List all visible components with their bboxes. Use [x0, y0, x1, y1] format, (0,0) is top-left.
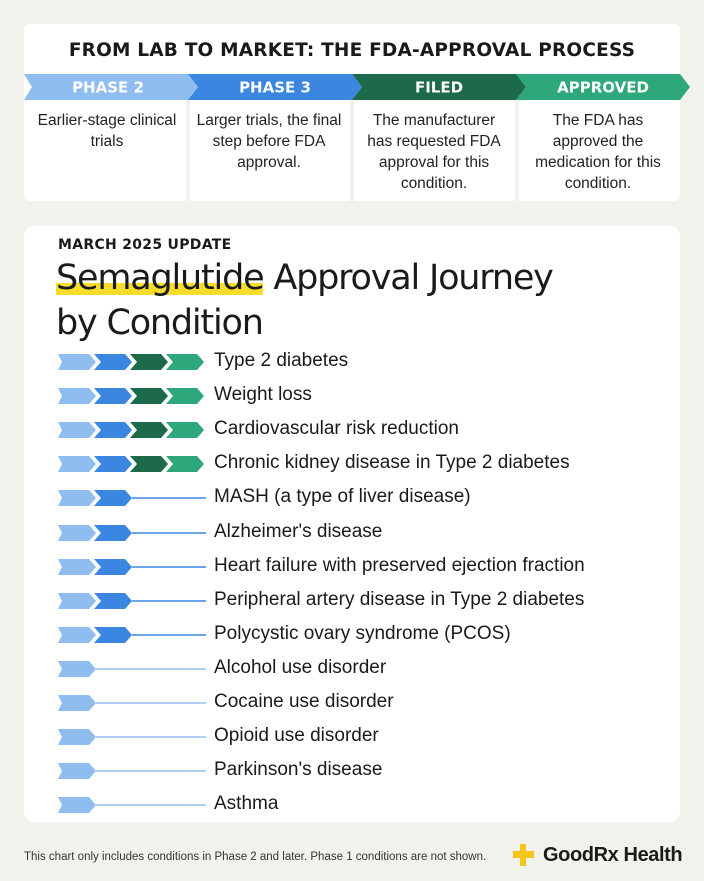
stage-segment [130, 456, 168, 472]
approval-journey-card [24, 226, 680, 822]
filed-description: The manufacturer has requested FDA approval for this condition. [367, 112, 501, 192]
phase-label-3: APPROVED [557, 78, 649, 97]
condition-label: Asthma [214, 793, 279, 815]
column-divider [350, 100, 354, 201]
stage-bar [24, 759, 214, 783]
condition-label: Alcohol use disorder [214, 656, 387, 678]
update-label: MARCH 2025 UPDATE [58, 237, 232, 253]
condition-label: Peripheral artery disease in Type 2 diabetes [214, 588, 585, 610]
stage-bar [24, 725, 214, 749]
title-line-2: by Condition [56, 303, 263, 343]
stage-segment [94, 525, 132, 541]
brand-name: GoodRx Health [543, 843, 683, 866]
title-highlight: Semaglutide [56, 258, 264, 298]
stage-segment [130, 388, 168, 404]
process-title: FROM LAB TO MARKET: THE FDA-APPROVAL PROCESS [68, 40, 636, 61]
stage-segment [58, 627, 96, 643]
stage-segment [94, 559, 132, 575]
condition-label: Polycystic ovary syndrome (PCOS) [214, 622, 511, 644]
stage-segment [94, 593, 132, 609]
stage-bar [24, 486, 214, 510]
approved-description: The FDA has approved the medication for this condition. [535, 112, 661, 192]
stage-segment [58, 422, 96, 438]
condition-label: Cardiovascular risk reduction [214, 418, 459, 440]
stage-segment [58, 729, 96, 745]
stage-bar [24, 793, 214, 817]
stage-segment [58, 559, 96, 575]
condition-label: Cocaine use disorder [214, 691, 394, 712]
stage-segment [58, 763, 96, 779]
condition-label: Opioid use disorder [214, 725, 379, 747]
phase-label-0: PHASE 2 [72, 78, 144, 97]
stage-segment [58, 525, 96, 541]
stage-bar [24, 623, 214, 647]
stage-bar [24, 418, 214, 442]
column-divider [515, 100, 519, 201]
stage-bar [24, 589, 214, 613]
stage-segment [58, 797, 96, 813]
stage-segment [94, 627, 132, 643]
stage-segment [94, 490, 132, 506]
condition-rows [24, 226, 680, 822]
column-divider [186, 100, 190, 201]
stage-segment [166, 422, 204, 438]
stage-segment [58, 456, 96, 472]
stage-segment [58, 354, 96, 370]
stage-segment [58, 695, 96, 711]
condition-label: Weight loss [214, 384, 312, 406]
stage-bar [24, 691, 214, 715]
condition-label: MASH (a type of liver disease) [214, 486, 471, 508]
plus-logo-icon [511, 843, 537, 867]
stage-segment [94, 354, 132, 370]
footnote: This chart only includes conditions in Phase 2 and later. Phase 1 conditions are not shown. [24, 851, 487, 863]
stage-segment [166, 456, 204, 472]
stage-segment [94, 456, 132, 472]
phase-label-1: PHASE 3 [239, 78, 311, 97]
stage-segment [166, 354, 204, 370]
condition-label: Type 2 diabetes [214, 350, 349, 371]
stage-segment [58, 388, 96, 404]
stage-bar [24, 452, 214, 476]
stage-segment [130, 422, 168, 438]
brand-logo [511, 843, 682, 867]
stage-bar [24, 384, 214, 408]
stage-segment [58, 490, 96, 506]
stage-segment [130, 354, 168, 370]
title-rest: Approval Journey [263, 258, 553, 298]
condition-label: Parkinson's disease [214, 759, 383, 781]
phase-3-description: Larger trials, the final step before FDA approval. [196, 112, 342, 171]
phase-arrows [24, 74, 704, 100]
phase-2-description: Earlier-stage clinical trials [37, 112, 177, 150]
condition-label: Chronic kidney disease in Type 2 diabetes [214, 452, 570, 474]
stage-bar [24, 657, 214, 681]
stage-segment [166, 388, 204, 404]
stage-bar [24, 555, 214, 579]
stage-segment [94, 388, 132, 404]
condition-label: Alzheimer's disease [214, 520, 383, 542]
phase-label-2: FILED [414, 78, 464, 97]
fda-process-card [24, 24, 680, 201]
condition-label: Heart failure with preserved ejection fraction [214, 554, 585, 576]
stage-bar [24, 521, 214, 545]
stage-segment [58, 593, 96, 609]
stage-bar [24, 350, 214, 374]
stage-segment [94, 422, 132, 438]
stage-segment [58, 661, 96, 677]
